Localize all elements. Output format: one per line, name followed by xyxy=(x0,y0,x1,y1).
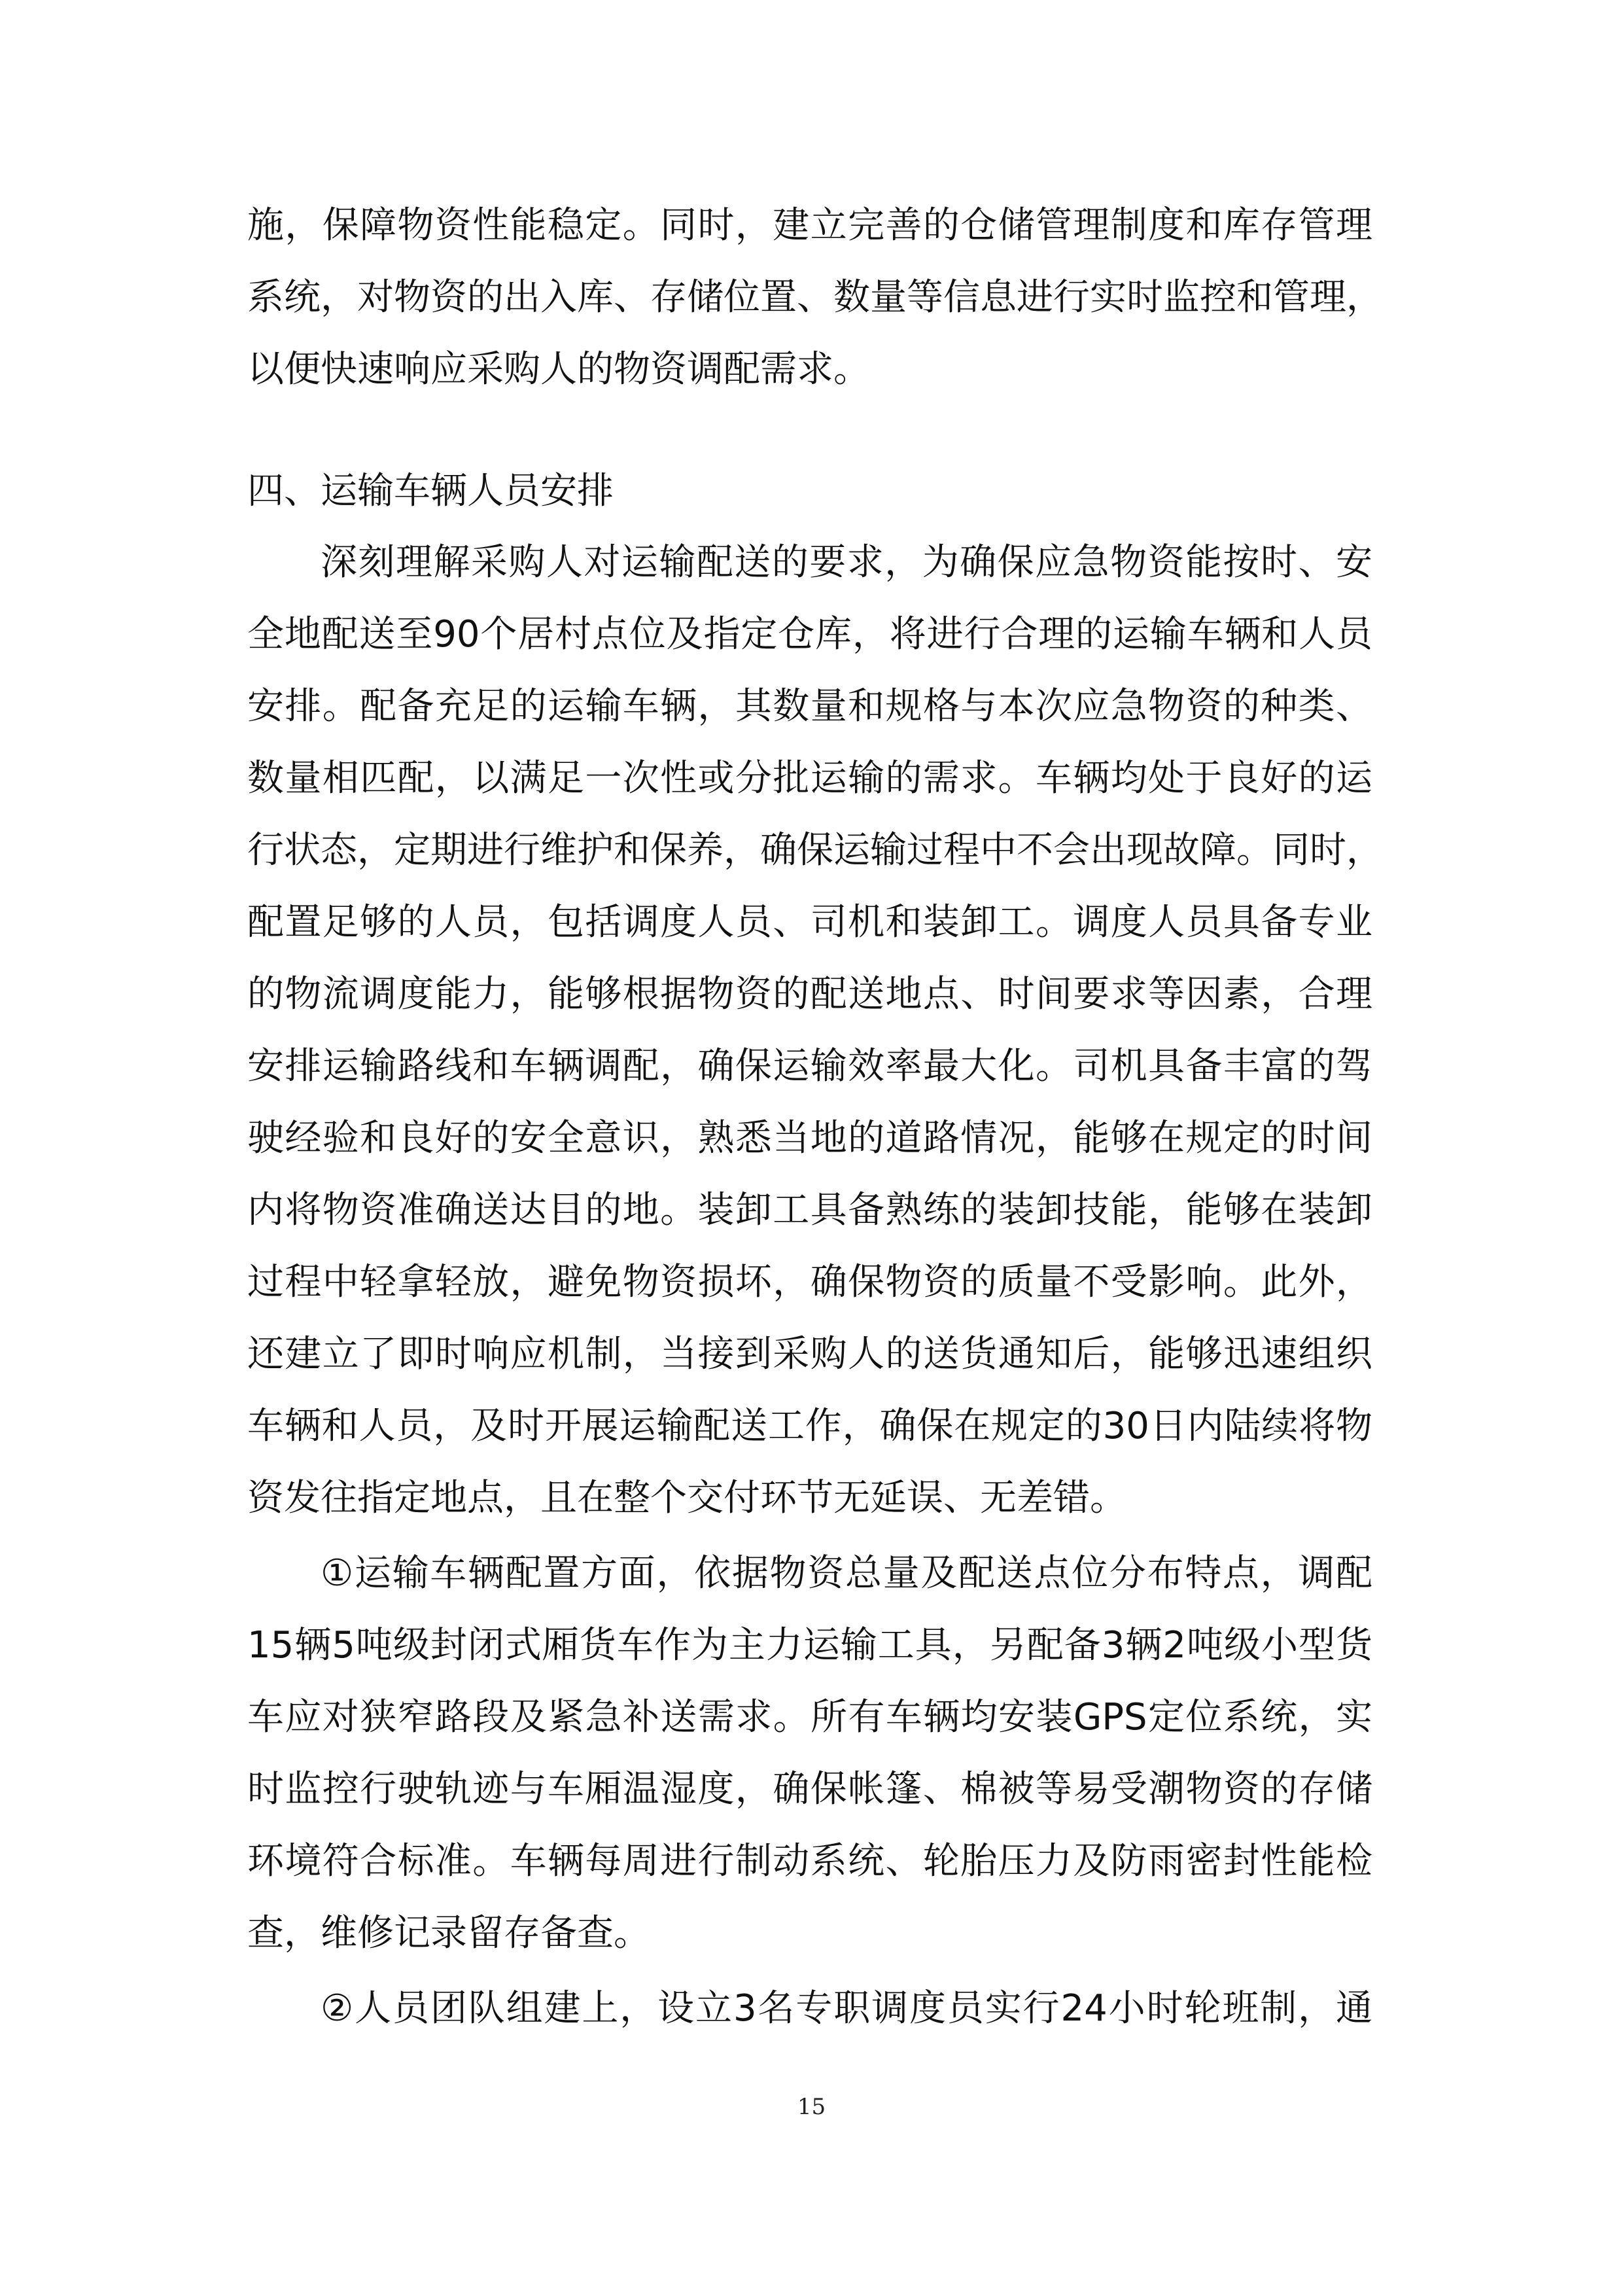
page-number: 15 xyxy=(797,2094,826,2120)
text-line: 深刻理解采购人对运输配送的要求，为确保应急物资能按时、安 xyxy=(321,541,1372,584)
text-line: 系统，对物资的出入库、存储位置、数量等信息进行实时监控和管理， xyxy=(247,276,1383,319)
text-line: 过程中轻拿轻放，避免物资损坏，确保物资的质量不受影响。此外， xyxy=(247,1261,1372,1303)
text-line: 以便快速响应采购人的物资调配需求。 xyxy=(247,348,870,391)
text-line: 配置足够的人员，包括调度人员、司机和装卸工。调度人员具备专业 xyxy=(247,901,1372,944)
text-line: 内将物资准确送达目的地。装卸工具备熟练的装卸技能，能够在装卸 xyxy=(247,1189,1372,1231)
text-line: ①运输车辆配置方面，依据物资总量及配送点位分布特点，调配 xyxy=(321,1552,1372,1595)
text-line: 环境符合标准。车辆每周进行制动系统、轮胎压力及防雨密封性能检 xyxy=(247,1840,1372,1882)
text-line: 安排。配备充足的运输车辆，其数量和规格与本次应急物资的种类、 xyxy=(247,685,1372,728)
text-line: 行状态，定期进行维护和保养，确保运输过程中不会出现故障。同时， xyxy=(247,829,1383,872)
section-heading: 四、运输车辆人员安排 xyxy=(247,470,614,512)
text-line: 资发往指定地点，且在整个交付环节无延误、无差错。 xyxy=(247,1477,1126,1519)
text-line: 还建立了即时响应机制，当接到采购人的送货通知后，能够迅速组织 xyxy=(247,1333,1372,1375)
text-line: 车应对狭窄路段及紧急补送需求。所有车辆均安装GPS定位系统，实 xyxy=(247,1696,1372,1739)
text-line: 15辆5吨级封闭式厢货车作为主力运输工具，另配备3辆2吨级小型货 xyxy=(247,1624,1372,1667)
text-line: 时监控行驶轨迹与车厢温湿度，确保帐篷、棉被等易受潮物资的存储 xyxy=(247,1768,1372,1810)
text-line: 安排运输路线和车辆调配，确保运输效率最大化。司机具备丰富的驾 xyxy=(247,1045,1372,1087)
text-line: 全地配送至90个居村点位及指定仓库，将进行合理的运输车辆和人员 xyxy=(247,613,1372,656)
text-line: 数量相匹配，以满足一次性或分批运输的需求。车辆均处于良好的运 xyxy=(247,757,1372,800)
text-line: 施，保障物资性能稳定。同时，建立完善的仓储管理制度和库存管理 xyxy=(247,204,1372,247)
text-line: 车辆和人员，及时开展运输配送工作，确保在规定的30日内陆续将物 xyxy=(247,1405,1372,1447)
text-line: 驶经验和良好的安全意识，熟悉当地的道路情况，能够在规定的时间 xyxy=(247,1117,1372,1159)
text-line: 查，维修记录留存备查。 xyxy=(247,1912,650,1954)
text-line: ②人员团队组建上，设立3名专职调度员实行24小时轮班制，通 xyxy=(321,1987,1372,2030)
text-line: 的物流调度能力，能够根据物资的配送地点、时间要求等因素，合理 xyxy=(247,973,1372,1016)
